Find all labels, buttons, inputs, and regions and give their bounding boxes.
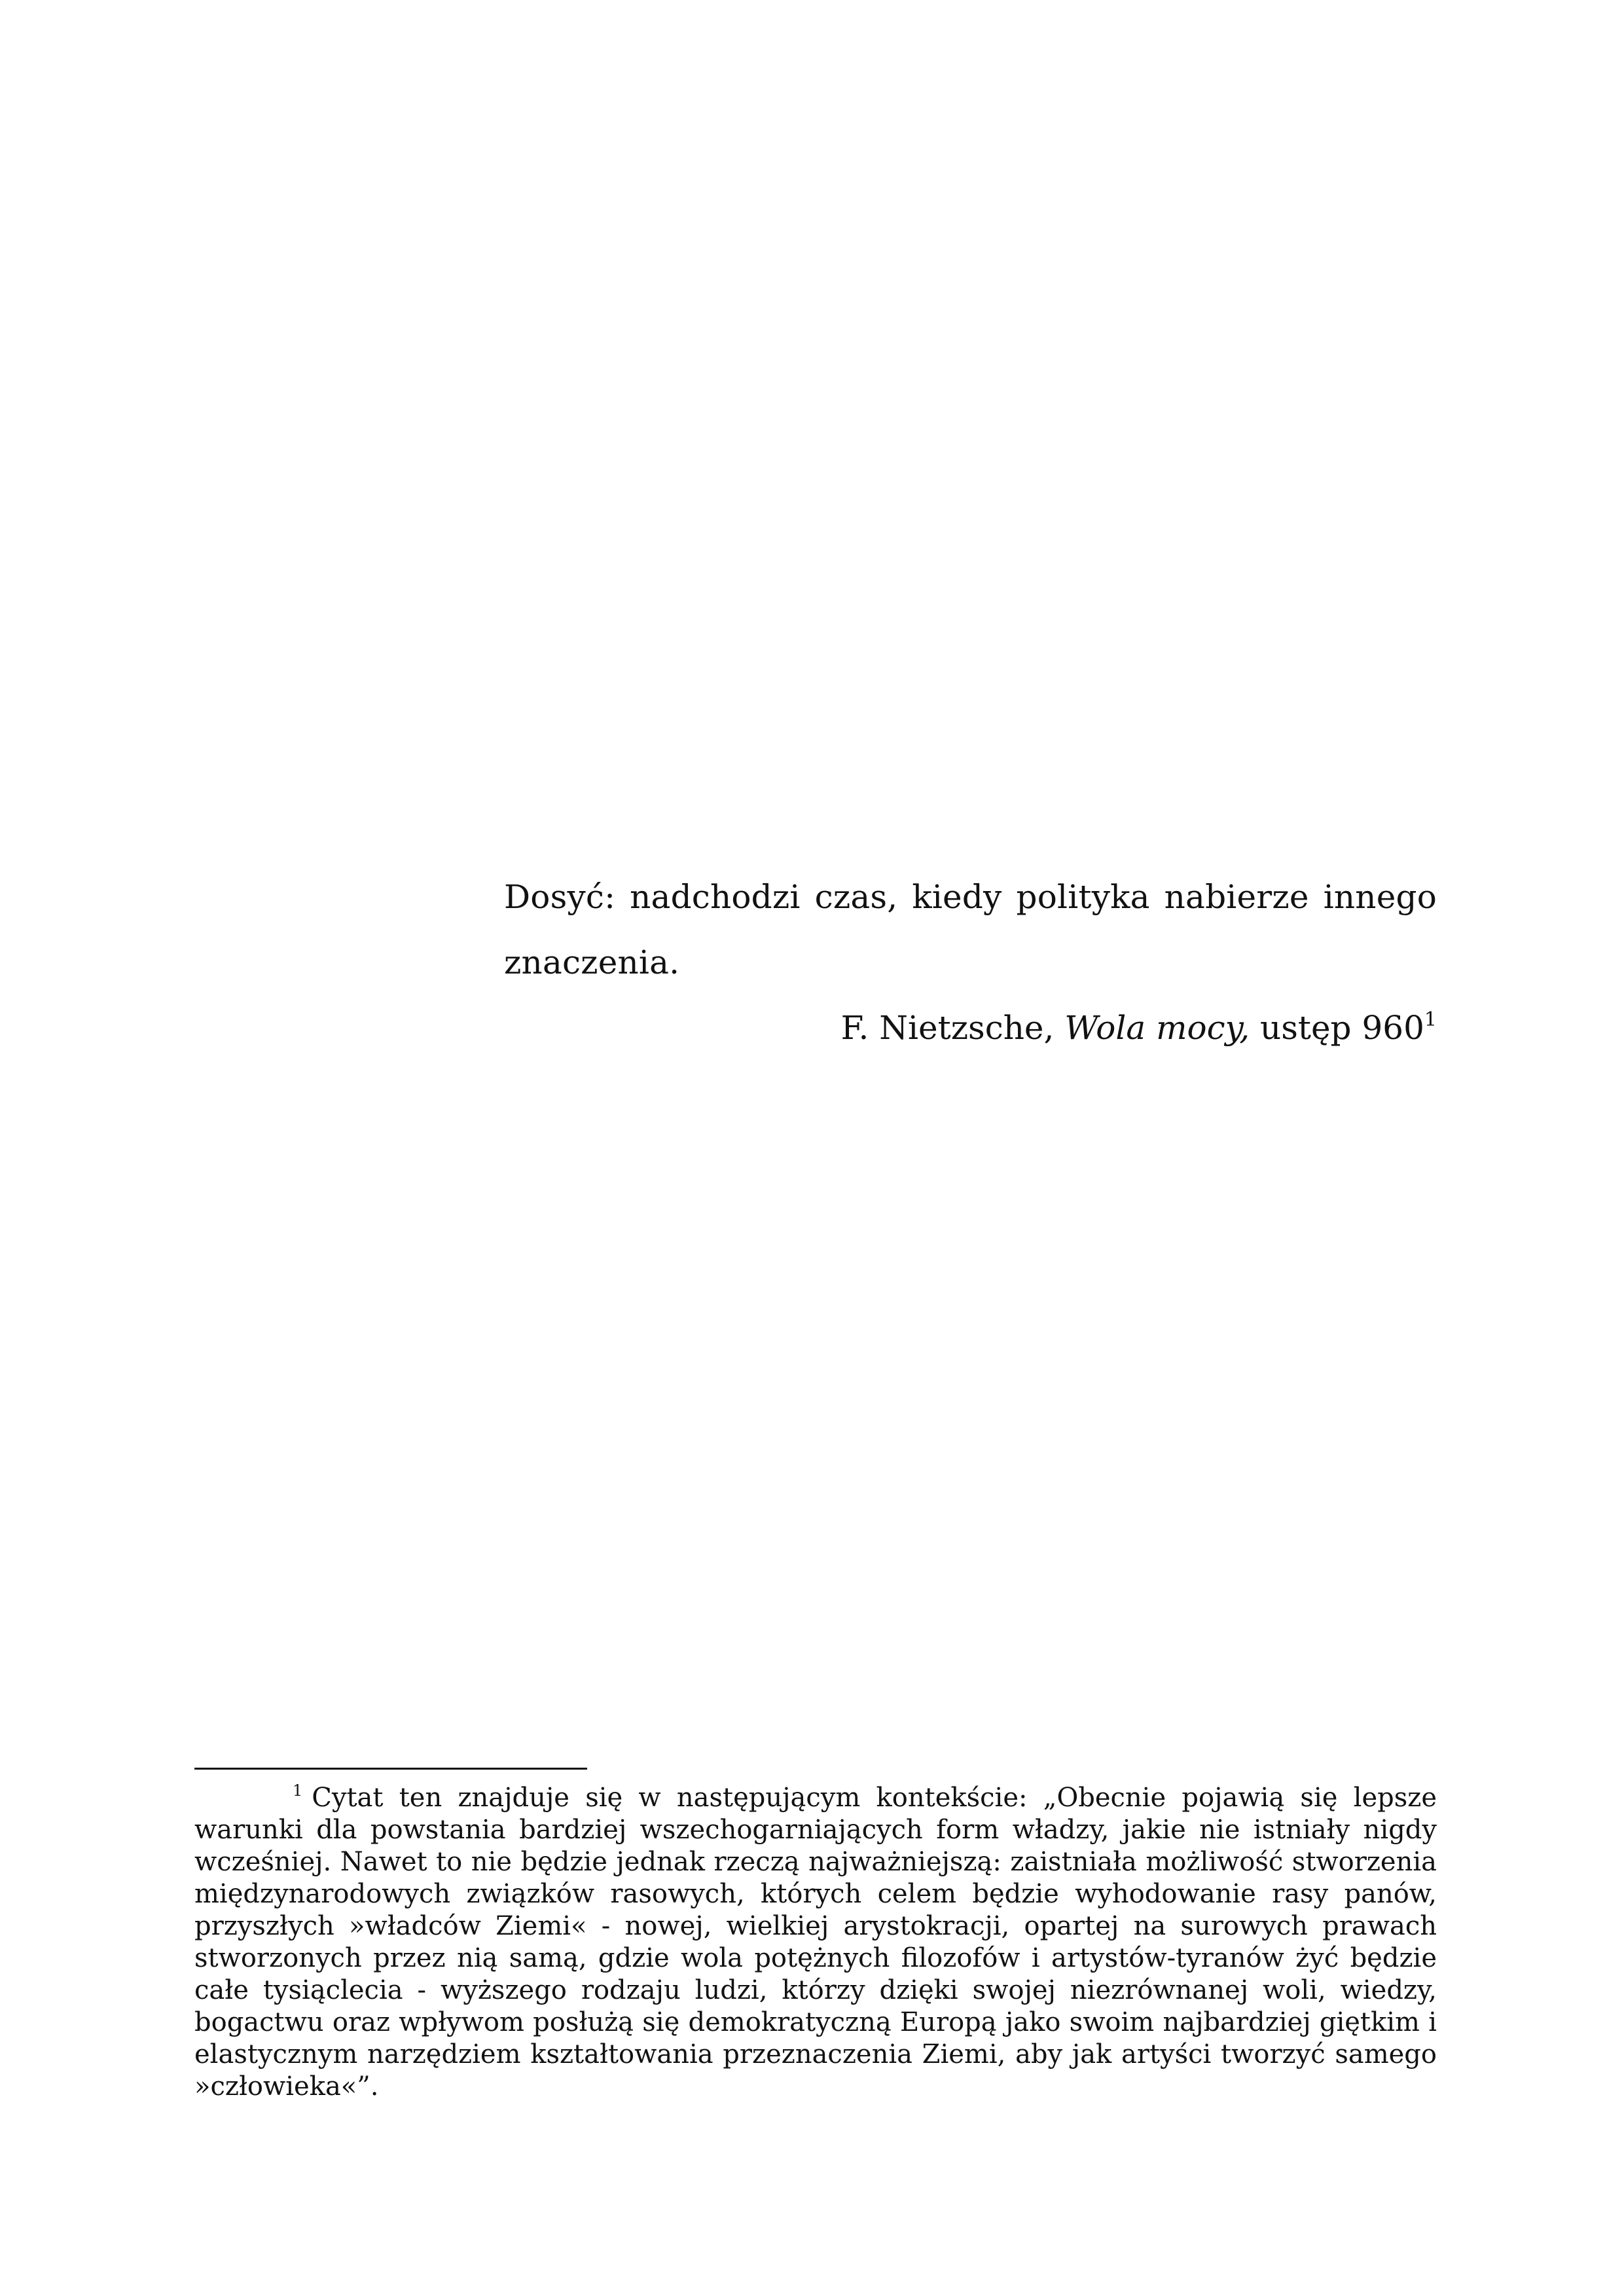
footnote-text: Cytat ten znajduje się w następującym kontekście: „Obecnie pojawią się lepsze warunki dla powstania bardziej wszechogarniających form władzy, jakie nie istniały nigdy wcześniej. Nawet to nie będzie jednak rzeczą najważniejszą: zaistniała możliwość stworzenia międzynarodowych związków rasowych, których celem będzie wyhodowanie rasy panów, przyszłych »władców Ziemi« - nowej, wielkiej arystokracji, opartej na surowych prawach stworzonych przez nią samą, gdzie wola potężnych filozofów i artystów-tyranów żyć będzie całe tysiąclecia - wyższego rodzaju ludzi, którzy dzięki swojej niezrównanej woli, wiedzy, bogactwu oraz wpływom posłużą się demokratyczną Europą jako swoim najbardziej giętkim i elastycznym narzędziem kształtowania przeznaczenia Ziemi, aby jak artyści tworzyć samego »człowieka«”. [194, 1783, 1437, 2102]
footnote [194, 1782, 1437, 2103]
footnote-separator [194, 1768, 587, 1770]
footnote-number: 1 [293, 1781, 303, 1800]
attribution-work-title: Wola mocy, [1064, 1009, 1250, 1047]
epigraph-quote: Dosyć: nadchodzi czas, kiedy polityka nabierze innego znaczenia. [504, 878, 1437, 981]
epigraph [504, 864, 1437, 1061]
attribution-section: ustęp 960 [1260, 1009, 1424, 1047]
attribution-author: F. Nietzsche, [840, 1009, 1055, 1047]
epigraph-attribution [504, 995, 1437, 1061]
footnote-reference[interactable]: 1 [1424, 1008, 1437, 1031]
